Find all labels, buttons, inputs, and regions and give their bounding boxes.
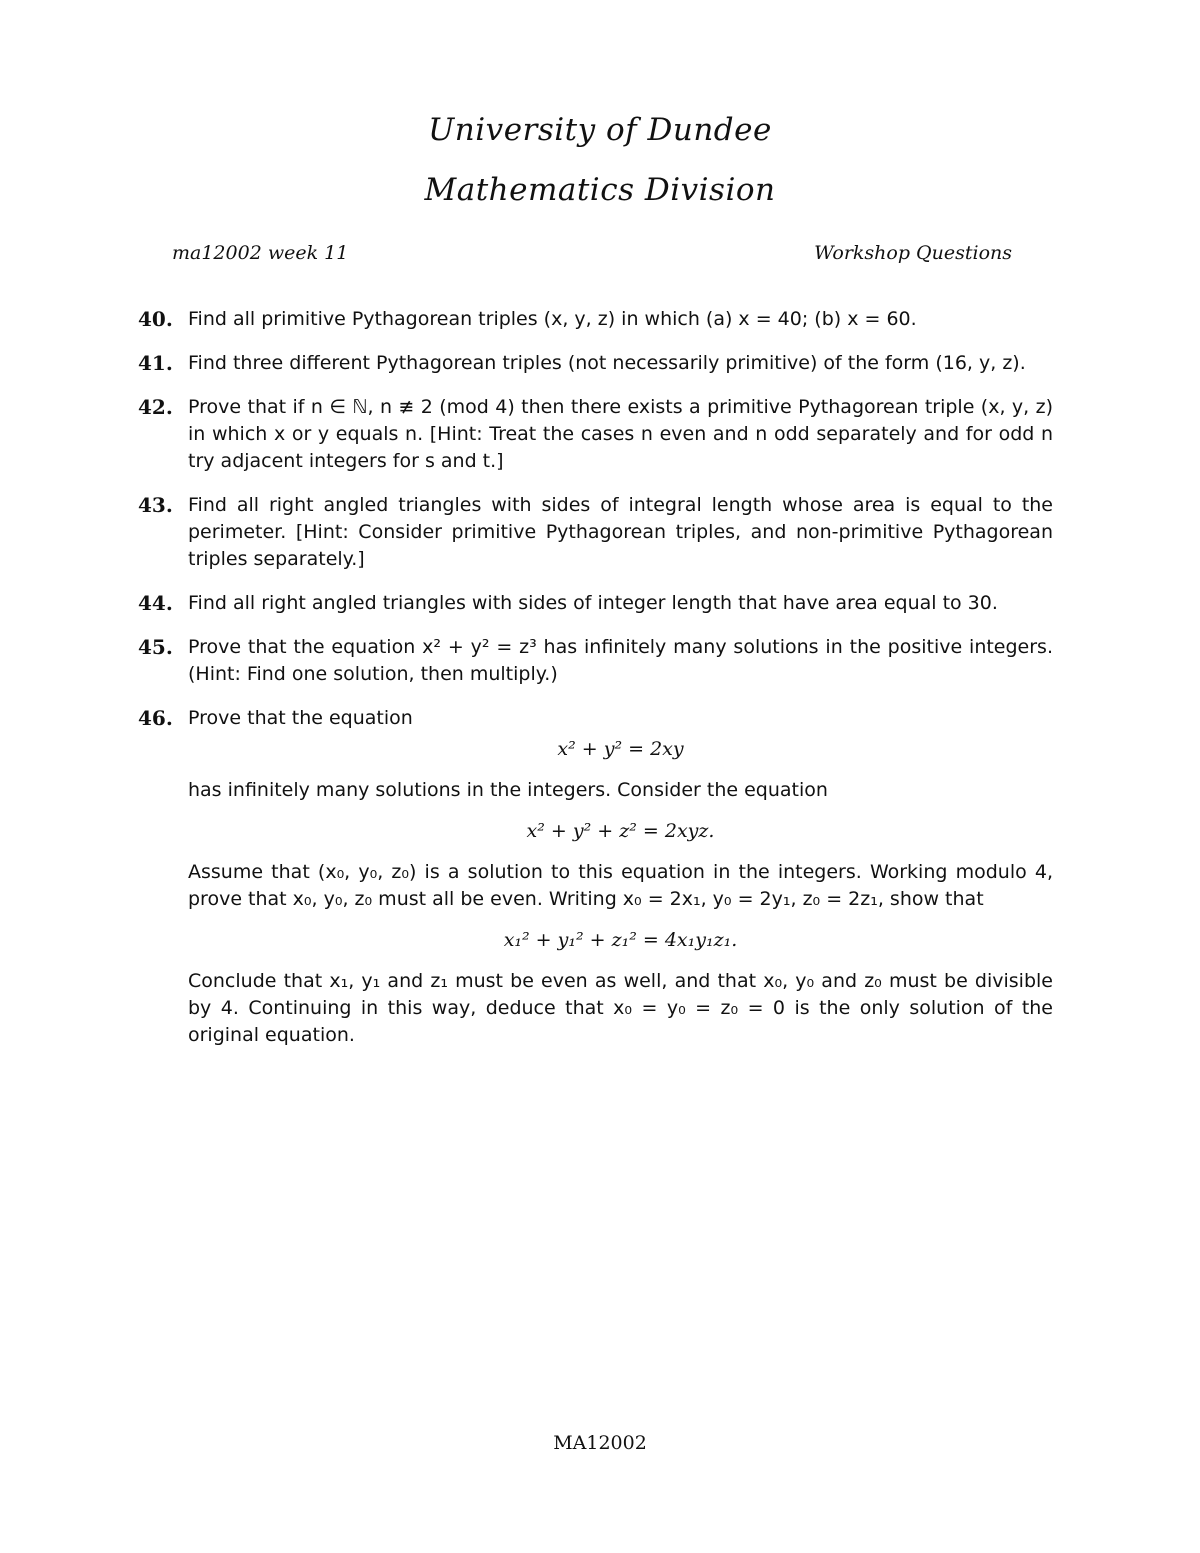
equation-2: x² + y² + z² = 2xyz. — [526, 820, 715, 842]
problem-number: 46. — [138, 706, 173, 730]
problem-number: 41. — [138, 351, 173, 375]
problem-mid: has infinitely many solutions in the integers. Consider the equation — [188, 779, 828, 801]
problem-number: 45. — [138, 635, 173, 659]
problem-paragraph-2: Conclude that x₁, y₁ and z₁ must be even as well, and that x₀, y₀ and z₀ must be divisible by 4. Continuing in this way, deduce that x₀ = y₀ = z₀ = 0 is the only solution of the original equation. — [188, 970, 1053, 1046]
equation-3: x₁² + y₁² + z₁² = 4x₁y₁z₁. — [503, 929, 738, 951]
problem-number: 43. — [138, 493, 173, 517]
problem-list — [138, 306, 1053, 1080]
problem-text: Find three different Pythagorean triples (not necessarily primitive) of the form (16, y, z). — [188, 352, 1026, 374]
problem-43 — [138, 492, 1053, 573]
page-footer: MA12002 — [553, 1432, 647, 1454]
sheet-label: Workshop Questions — [814, 242, 1012, 264]
university-title: University of Dundee — [428, 112, 772, 148]
problem-number: 42. — [138, 395, 173, 419]
problem-text: Find all right angled triangles with sides of integer length that have area equal to 30. — [188, 592, 998, 614]
problem-41 — [138, 350, 1053, 377]
problem-body — [188, 705, 1053, 1063]
equation-1: x² + y² = 2xy — [557, 738, 684, 760]
problem-paragraph-1: Assume that (x₀, y₀, z₀) is a solution to this equation in the integers. Working modulo 4, prove that x₀, y₀, z₀ must all be even. Writing x₀ = 2x₁, y₀ = 2y₁, z₀ = 2z₁, show that — [188, 861, 1053, 910]
division-title: Mathematics Division — [424, 172, 776, 208]
problem-42 — [138, 394, 1053, 475]
problem-text: Find all primitive Pythagorean triples (x, y, z) in which (a) x = 40; (b) x = 60. — [188, 308, 917, 330]
problem-45 — [138, 634, 1053, 688]
problem-number: 44. — [138, 591, 173, 615]
problem-40 — [138, 306, 1053, 333]
problem-text: Prove that if n ∈ ℕ, n ≢ 2 (mod 4) then there exists a primitive Pythagorean triple (x, y, z) in which x or y equals n. [Hint: Treat the cases n even and n odd separately and for odd n try adjacent integers for s and t.] — [188, 396, 1053, 472]
problem-46 — [138, 705, 1053, 1063]
problem-text: Find all right angled triangles with sides of integral length whose area is equal to the perimeter. [Hint: Consider primitive Pythagorean triples, and non-primitive Pythagorean triples separately.] — [188, 494, 1053, 570]
problem-number: 40. — [138, 307, 173, 331]
course-label: ma12002 week 11 — [172, 242, 349, 264]
problem-44 — [138, 590, 1053, 617]
problem-text: Prove that the equation x² + y² = z³ has infinitely many solutions in the positive integers. (Hint: Find one solution, then multiply.) — [188, 636, 1053, 685]
problem-intro: Prove that the equation — [188, 707, 413, 729]
